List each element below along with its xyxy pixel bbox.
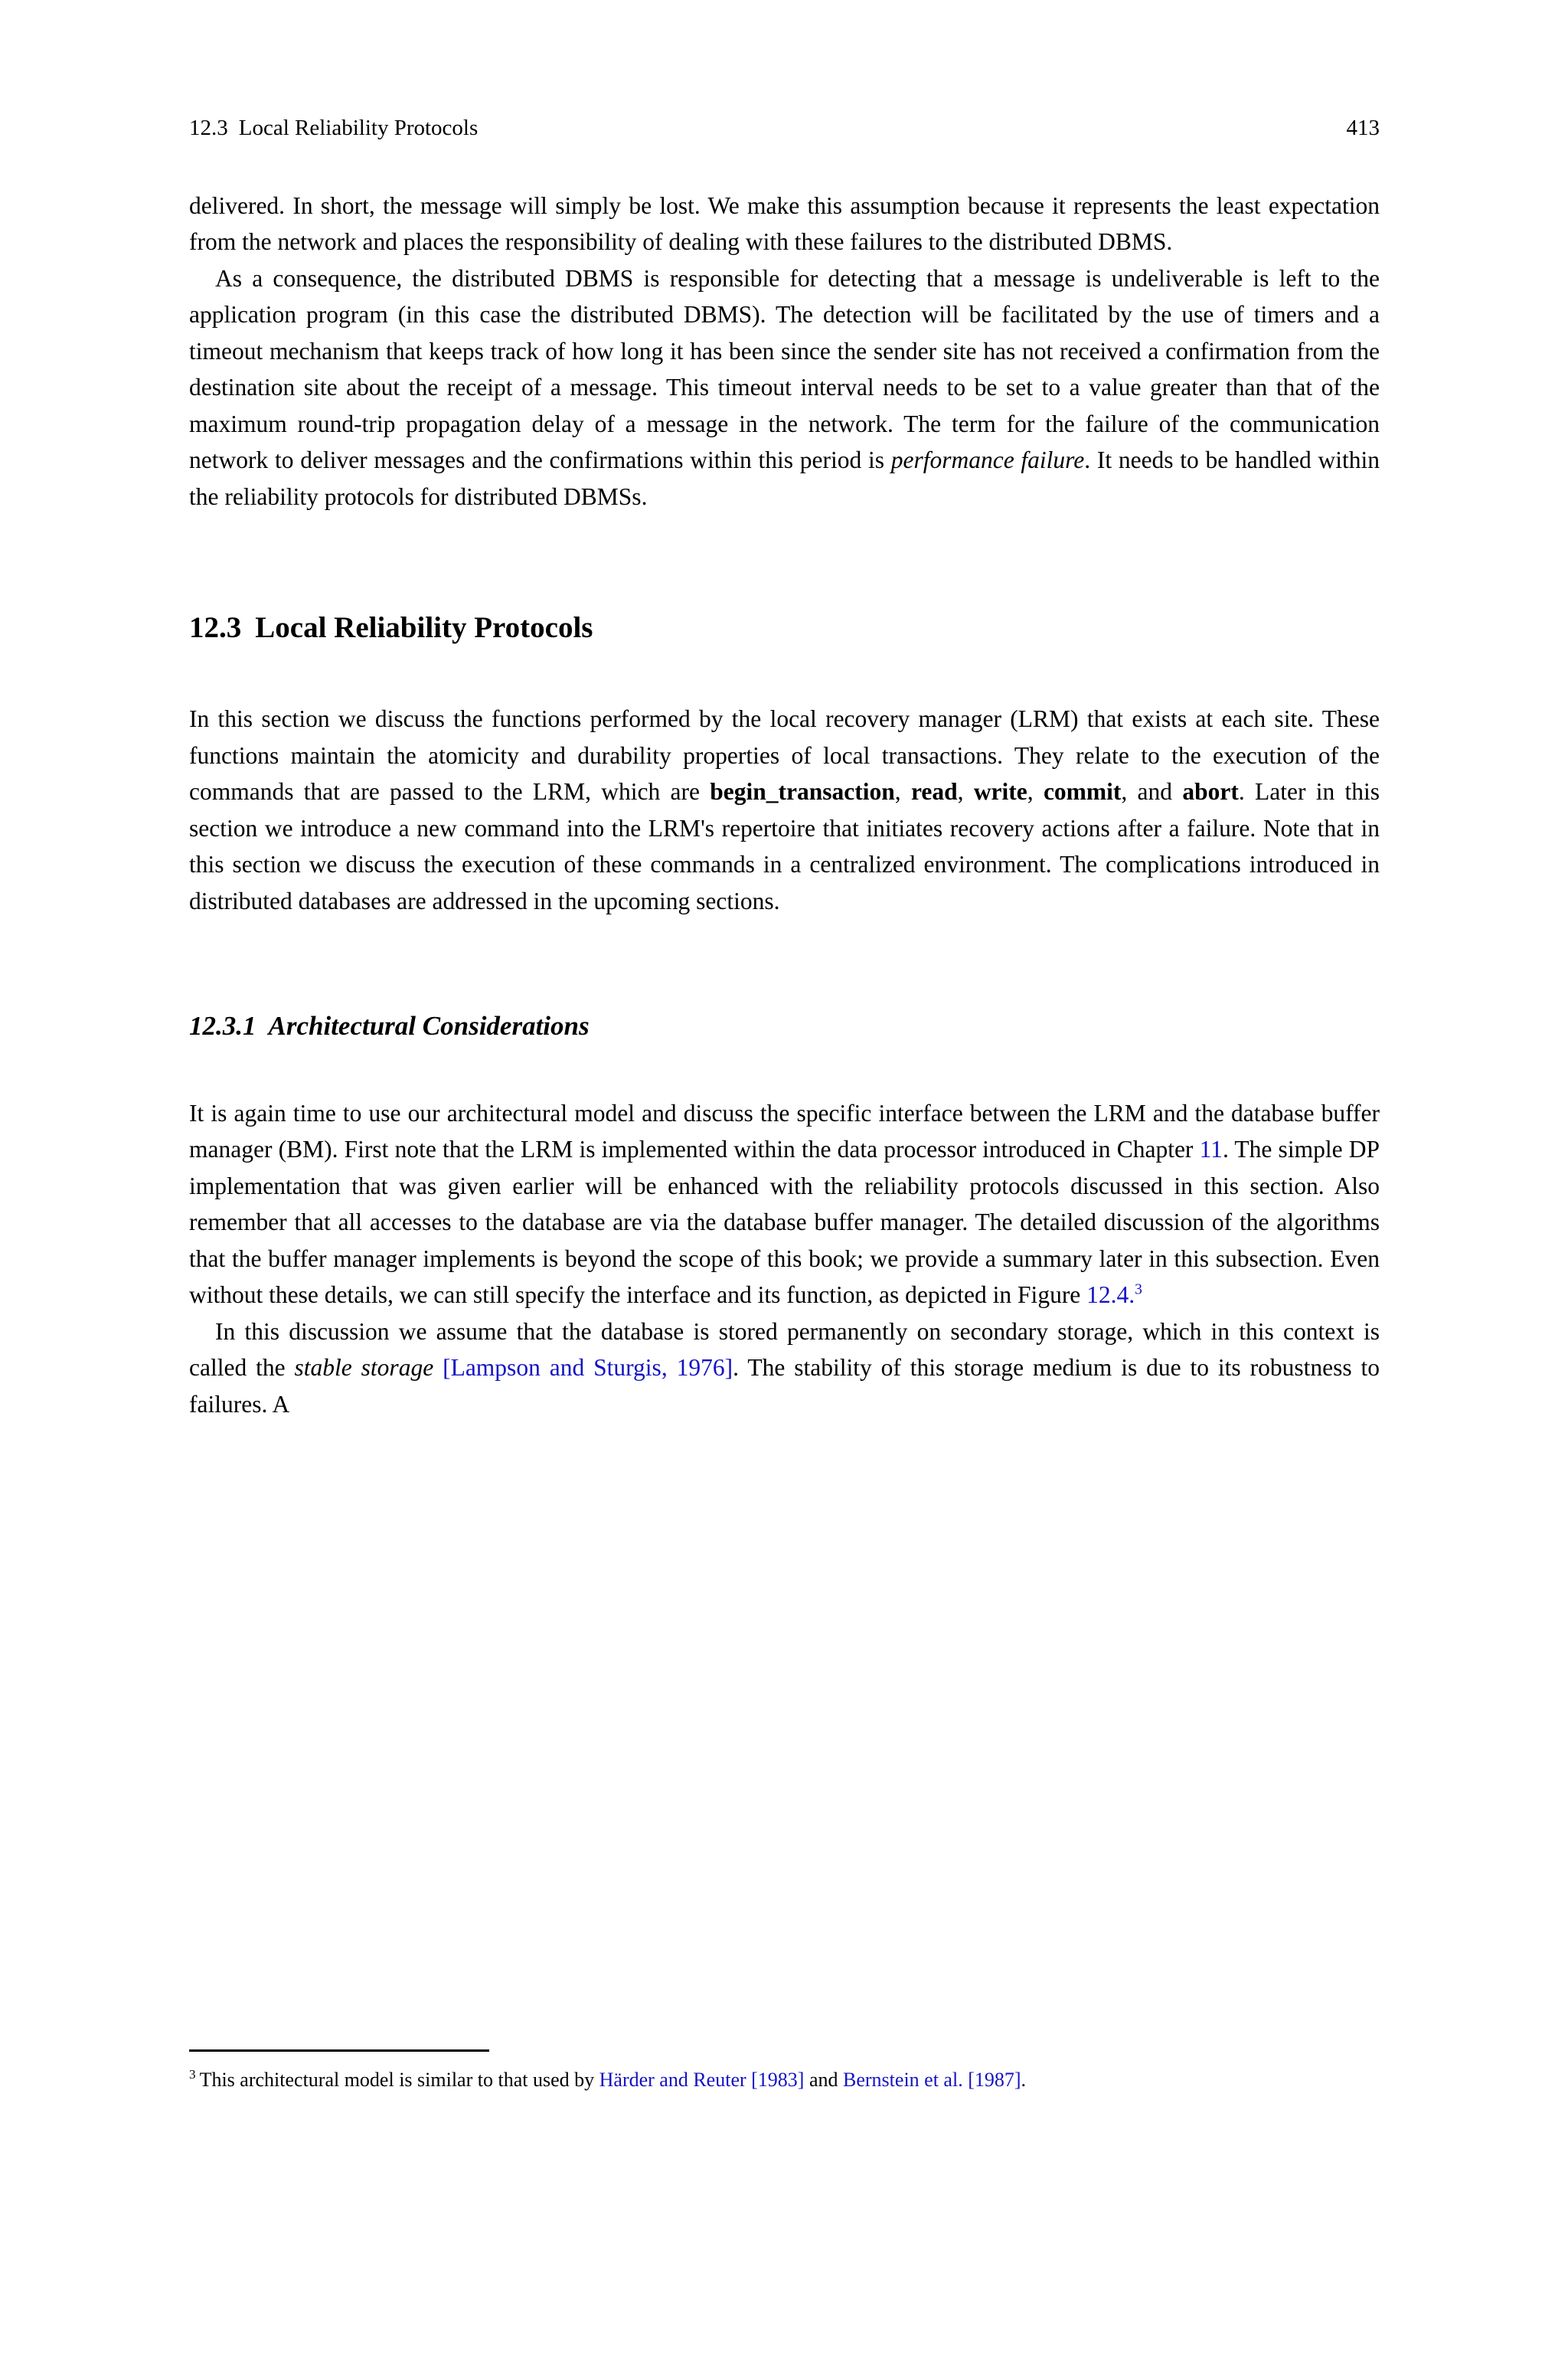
paragraph-consequence-text-1: As a consequence, the distributed DBMS is responsible for detecting that a message is undeliverable is left to the application program (in this case the distributed DBMS). The detection will be facilitated by the use of timers and a timeout mechanism that keeps track of how long it has been since the sender site has not received a confirmation from the destination site about the receipt of a message. This timeout interval needs to be set to a value greater than that of the maximum round-trip propagation delay of a message in the network. The term for the failure of the communication network to deliver messages and the confirmations within this period is (189, 264, 1380, 474)
paragraph-stable-storage-text-1: In this discussion we assume that the database is stored permanently on secondary storage, which in this context is called the (189, 1317, 1380, 1382)
paragraph-consequence-text-2: . It needs to be handled within the reliability protocols for distributed DBMSs. (189, 446, 1380, 510)
paragraph-architectural-model (189, 1095, 1380, 1313)
command-separator-2: , (957, 778, 974, 806)
command-write: write (973, 778, 1027, 806)
citation-harder-reuter-link[interactable]: Härder and Reuter [1983] (599, 2069, 805, 2091)
command-separator-1: , (894, 778, 911, 806)
page-content (189, 115, 1380, 1422)
citation-bernstein-link[interactable]: Bernstein et al. [1987] (843, 2069, 1021, 2091)
paragraph-stable-storage-text-2: . The stability of this storage medium is due to its robustness to failures. A (189, 1354, 1380, 1418)
subsection-heading-number: 12.3.1 (189, 1011, 256, 1042)
paragraph-consequence (189, 260, 1380, 515)
spacer-before-subsection-heading (189, 919, 1380, 1009)
paragraph-section-intro (189, 701, 1380, 919)
paragraph-architectural-text-2: . The simple DP implementation that was given earlier will be enhanced with the reliability protocols discussed in this section. Also remember that all accesses to the database are via the database buffer manager. The detailed discussion of the algorithms that the buffer manager implements is beyond the scope of this book; we provide a summary later in this subsection. Even without these details, we can still specify the interface and its function, as depicted in Figure (189, 1136, 1380, 1309)
term-stable-storage: stable storage (294, 1354, 434, 1382)
paragraph-section-intro-text-2: . Later in this section we introduce a new command into the LRM's repertoire that initiates recovery actions after a failure. Note that in this section we discuss the execution of these commands in a centralized environment. The complications introduced in distributed databases are addressed in the upcoming sections. (189, 778, 1380, 914)
footnote-text (189, 2064, 1380, 2095)
figure-reference-link[interactable]: 12.4 (1086, 1281, 1129, 1309)
running-head-number: 12.3 (189, 116, 228, 140)
section-heading (189, 610, 1380, 647)
citation-lampson-sturgis-link[interactable]: [Lampson and Sturgis, 1976] (443, 1354, 733, 1382)
spacer-before-section-heading (189, 515, 1380, 610)
figure-reference-period: . (1129, 1281, 1135, 1309)
command-separator-4: , and (1121, 778, 1183, 806)
paragraph-section-intro-text-1: In this section we discuss the functions performed by the local recovery manager (LRM) that exists at each site. These functions maintain the atomicity and durability properties of local transactions. They relate to the execution of the commands that are passed to the LRM, which are (189, 705, 1380, 806)
command-commit: commit (1043, 778, 1122, 806)
command-abort: abort (1182, 778, 1239, 806)
paragraph-continuation-text: delivered. In short, the message will simply be lost. We make this assumption because it represents the least expectation from the network and places the responsibility of dealing with these failures to the distributed DBMS. (189, 191, 1380, 256)
paragraph-continuation (189, 188, 1380, 260)
footnote-area (189, 2049, 1380, 2095)
command-separator-3: , (1027, 778, 1044, 806)
paragraph-architectural-text-1: It is again time to use our architectural model and discuss the specific interface between the LRM and the database buffer manager (BM). First note that the LRM is implemented within the data processor introduced in Chapter (189, 1099, 1380, 1163)
running-head-text (189, 115, 478, 142)
footnote-marker: 3 (189, 2067, 196, 2082)
footnote-text-1: This architectural model is similar to that used by (199, 2069, 599, 2091)
subsection-heading (189, 1009, 1380, 1043)
command-begin-transaction: begin_transaction (710, 778, 895, 806)
footnote-text-2: and (804, 2069, 844, 2091)
running-head (189, 115, 1380, 142)
running-head-title: Local Reliability Protocols (238, 116, 479, 140)
paragraph-stable-storage-space (433, 1354, 443, 1381)
section-heading-title: Local Reliability Protocols (255, 611, 593, 645)
page-number: 413 (1346, 116, 1380, 140)
footnote-reference-link[interactable]: 3 (1135, 1281, 1142, 1298)
footnote-separator-rule (189, 2049, 489, 2052)
paragraph-stable-storage (189, 1313, 1380, 1423)
chapter-reference-link[interactable]: 11 (1199, 1136, 1223, 1163)
spacer-after-subsection-heading (189, 1043, 1380, 1095)
spacer-after-section-heading (189, 647, 1380, 701)
footnote-text-3: . (1021, 2069, 1027, 2091)
section-heading-number: 12.3 (189, 611, 242, 645)
subsection-heading-title: Architectural Considerations (268, 1011, 590, 1042)
term-performance-failure: performance failure (890, 446, 1085, 474)
command-read: read (910, 778, 958, 806)
